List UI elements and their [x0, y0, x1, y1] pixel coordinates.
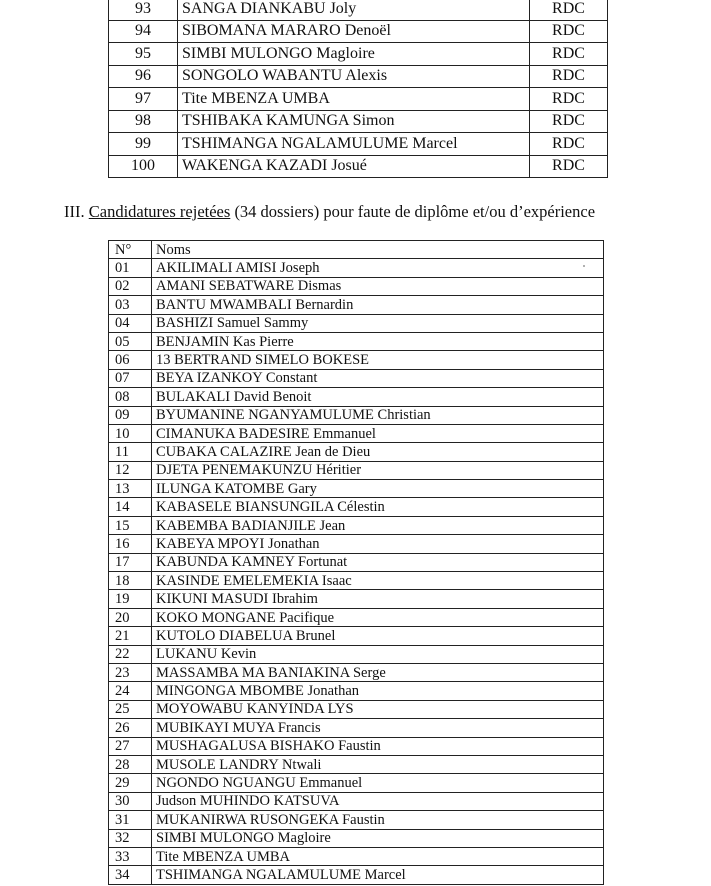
row-number: 32 [109, 829, 152, 847]
table-row [109, 682, 604, 700]
column-header-number: N° [109, 241, 152, 259]
candidate-name: 13 BERTRAND SIMELO BOKESE [152, 351, 604, 369]
row-number: 21 [109, 627, 152, 645]
row-number: 20 [109, 608, 152, 626]
candidate-name: LUKANU Kevin [152, 645, 604, 663]
table-row [109, 480, 604, 498]
table-row [109, 645, 604, 663]
candidate-name: BENJAMIN Kas Pierre [152, 332, 604, 350]
candidate-name: MINGONGA MBOMBE Jonathan [152, 682, 604, 700]
row-number: 26 [109, 719, 152, 737]
table-row [109, 406, 604, 424]
candidate-name: BYUMANINE NGANYAMULUME Christian [152, 406, 604, 424]
row-number: 94 [109, 20, 178, 43]
table-row [109, 461, 604, 479]
candidate-name: DJETA PENEMAKUNZU Héritier [152, 461, 604, 479]
candidate-country: RDC [530, 20, 608, 43]
table-row [109, 332, 604, 350]
row-number: 28 [109, 755, 152, 773]
row-number: 99 [109, 133, 178, 156]
table-row [109, 535, 604, 553]
candidate-name: MUBIKAYI MUYA Francis [152, 719, 604, 737]
candidate-name: SIMBI MULONGO Magloire [178, 43, 530, 66]
row-number: 30 [109, 792, 152, 810]
table-row [109, 792, 604, 810]
row-number: 29 [109, 774, 152, 792]
scan-speck [583, 265, 585, 267]
row-number: 08 [109, 388, 152, 406]
table-row [109, 314, 604, 332]
candidate-country: RDC [530, 43, 608, 66]
candidate-name: SIMBI MULONGO Magloire [152, 829, 604, 847]
row-number: 31 [109, 811, 152, 829]
row-number: 14 [109, 498, 152, 516]
candidate-name: BEYA IZANKOY Constant [152, 369, 604, 387]
row-number: 03 [109, 296, 152, 314]
table-row [109, 829, 604, 847]
candidate-name: SONGOLO WABANTU Alexis [178, 65, 530, 88]
rejected-candidates-body [109, 259, 604, 884]
row-number: 09 [109, 406, 152, 424]
table-row [109, 866, 604, 884]
accepted-candidates-body [109, 0, 608, 178]
candidate-name: KABEYA MPOYI Jonathan [152, 535, 604, 553]
table-row [109, 259, 604, 277]
candidate-country: RDC [530, 88, 608, 111]
row-number: 12 [109, 461, 152, 479]
candidate-name: KABUNDA KAMNEY Fortunat [152, 553, 604, 571]
row-number: 18 [109, 572, 152, 590]
candidate-name: CUBAKA CALAZIRE Jean de Dieu [152, 443, 604, 461]
candidate-name: TSHIMANGA NGALAMULUME Marcel [178, 133, 530, 156]
candidate-country: RDC [530, 155, 608, 178]
table-row [109, 516, 604, 534]
table-row [109, 369, 604, 387]
candidate-name: TSHIMANGA NGALAMULUME Marcel [152, 866, 604, 884]
candidate-name: KABEMBA BADIANJILE Jean [152, 516, 604, 534]
table-row [109, 811, 604, 829]
candidate-name: MOYOWABU KANYINDA LYS [152, 700, 604, 718]
candidate-country: RDC [530, 65, 608, 88]
row-number: 24 [109, 682, 152, 700]
candidate-name: Tite MBENZA UMBA [178, 88, 530, 111]
table-row [109, 700, 604, 718]
candidate-name: BULAKALI David Benoit [152, 388, 604, 406]
section-title-underlined: Candidatures rejetées [88, 202, 231, 221]
candidate-name: KIKUNI MASUDI Ibrahim [152, 590, 604, 608]
row-number: 06 [109, 351, 152, 369]
row-number: 01 [109, 259, 152, 277]
row-number: 17 [109, 553, 152, 571]
candidate-name: SIBOMANA MARARO Denoël [178, 20, 530, 43]
table-row [109, 0, 608, 20]
row-number: 04 [109, 314, 152, 332]
row-number: 25 [109, 700, 152, 718]
candidate-name: MUSOLE LANDRY Ntwali [152, 755, 604, 773]
candidate-name: BANTU MWAMBALI Bernardin [152, 296, 604, 314]
column-header-name: Noms [152, 241, 604, 259]
table-row [109, 155, 608, 178]
candidate-name: KUTOLO DIABELUA Brunel [152, 627, 604, 645]
row-number: 100 [109, 155, 178, 178]
candidate-name: BASHIZI Samuel Sammy [152, 314, 604, 332]
row-number: 16 [109, 535, 152, 553]
table-row [109, 553, 604, 571]
table-row [109, 65, 608, 88]
table-row [109, 20, 608, 43]
row-number: 97 [109, 88, 178, 111]
row-number: 13 [109, 480, 152, 498]
row-number: 33 [109, 847, 152, 865]
row-number: 11 [109, 443, 152, 461]
candidate-name: NGONDO NGUANGU Emmanuel [152, 774, 604, 792]
row-number: 93 [109, 0, 178, 20]
table-header-row [109, 241, 604, 259]
candidate-name: MASSAMBA MA BANIAKINA Serge [152, 663, 604, 681]
table-row [109, 388, 604, 406]
table-row [109, 847, 604, 865]
candidate-name: MUKANIRWA RUSONGEKA Faustin [152, 811, 604, 829]
row-number: 05 [109, 332, 152, 350]
candidate-name: ILUNGA KATOMBE Gary [152, 480, 604, 498]
row-number: 34 [109, 866, 152, 884]
candidate-name: AMANI SEBATWARE Dismas [152, 277, 604, 295]
table-row [109, 608, 604, 626]
table-row [109, 88, 608, 111]
candidate-name: KOKO MONGANE Pacifique [152, 608, 604, 626]
table-row [109, 43, 608, 66]
table-row [109, 719, 604, 737]
candidate-name: CIMANUKA BADESIRE Emmanuel [152, 424, 604, 442]
row-number: 19 [109, 590, 152, 608]
candidate-name: TSHIBAKA KAMUNGA Simon [178, 110, 530, 133]
row-number: 98 [109, 110, 178, 133]
candidate-country: RDC [530, 110, 608, 133]
table-row [109, 296, 604, 314]
table-row [109, 774, 604, 792]
candidate-name: KASINDE EMELEMEKIA Isaac [152, 572, 604, 590]
table-row [109, 277, 604, 295]
candidate-name: Tite MBENZA UMBA [152, 847, 604, 865]
row-number: 07 [109, 369, 152, 387]
table-row [109, 110, 608, 133]
section-heading-rejected [64, 202, 704, 222]
table-row [109, 737, 604, 755]
table-row [109, 133, 608, 156]
candidate-name: MUSHAGALUSA BISHAKO Faustin [152, 737, 604, 755]
row-number: 95 [109, 43, 178, 66]
table-row [109, 424, 604, 442]
table-row [109, 663, 604, 681]
table-row [109, 755, 604, 773]
accepted-candidates-table [108, 0, 608, 178]
candidate-country: RDC [530, 0, 608, 20]
row-number: 10 [109, 424, 152, 442]
candidate-name: KABASELE BIANSUNGILA Célestin [152, 498, 604, 516]
table-row [109, 443, 604, 461]
row-number: 22 [109, 645, 152, 663]
row-number: 15 [109, 516, 152, 534]
candidate-name: Judson MUHINDO KATSUVA [152, 792, 604, 810]
table-row [109, 498, 604, 516]
candidate-country: RDC [530, 133, 608, 156]
table-row [109, 351, 604, 369]
rejected-candidates-table [108, 240, 604, 885]
candidate-name: AKILIMALI AMISI Joseph [152, 259, 604, 277]
candidate-name: SANGA DIANKABU Joly [178, 0, 530, 20]
table-row [109, 627, 604, 645]
section-number: III. [64, 202, 89, 221]
row-number: 27 [109, 737, 152, 755]
candidate-name: WAKENGA KAZADI Josué [178, 155, 530, 178]
table-row [109, 572, 604, 590]
row-number: 02 [109, 277, 152, 295]
table-row [109, 590, 604, 608]
section-title-suffix: (34 dossiers) pour faute de diplôme et/ou d’expérience [230, 202, 596, 221]
row-number: 23 [109, 663, 152, 681]
row-number: 96 [109, 65, 178, 88]
